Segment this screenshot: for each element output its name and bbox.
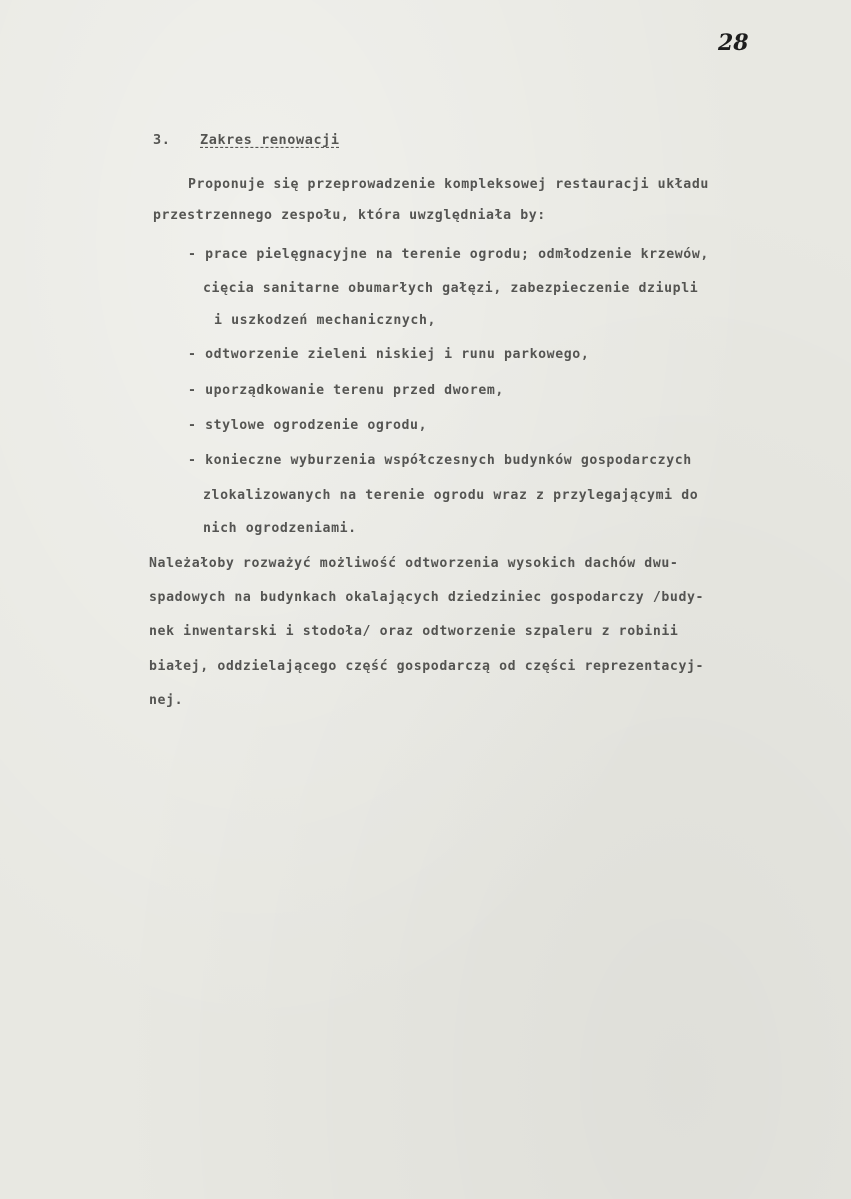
text-line: białej, oddzielającego część gospodarczą od części reprezentacyj-	[149, 659, 705, 674]
text-line: przestrzennego zespołu, która uwzględniała by:	[153, 208, 546, 223]
text-line: - odtworzenie zieleni niskiej i runu parkowego,	[188, 347, 590, 362]
text-line: nej.	[149, 693, 184, 708]
page-number: 28	[718, 30, 749, 56]
text-line: nek inwentarski i stodoła/ oraz odtworzenie szpaleru z robinii	[149, 624, 679, 639]
text-line: Należałoby rozważyć możliwość odtworzenia wysokich dachów dwu-	[149, 556, 679, 571]
section-title: Zakres renowacji	[200, 132, 340, 148]
text-line: - uporządkowanie terenu przed dworem,	[188, 383, 504, 398]
text-line: zlokalizowanych na terenie ogrodu wraz z przylegającymi do	[203, 488, 699, 503]
section-number: 3.	[153, 132, 171, 148]
text-line: - konieczne wyburzenia współczesnych budynków gospodarczych	[188, 453, 692, 468]
text-line: i uszkodzeń mechanicznych,	[214, 313, 437, 328]
text-line: Proponuje się przeprowadzenie kompleksowej restauracji układu	[188, 177, 709, 192]
text-line: - stylowe ogrodzenie ogrodu,	[188, 418, 428, 433]
text-line: - prace pielęgnacyjne na terenie ogrodu; odmłodzenie krzewów,	[188, 247, 709, 262]
text-line: nich ogrodzeniami.	[203, 521, 357, 536]
text-line: spadowych na budynkach okalających dziedziniec gospodarczy /budy-	[149, 590, 705, 605]
text-line: cięcia sanitarne obumarłych gałęzi, zabezpieczenie dziupli	[203, 281, 699, 296]
